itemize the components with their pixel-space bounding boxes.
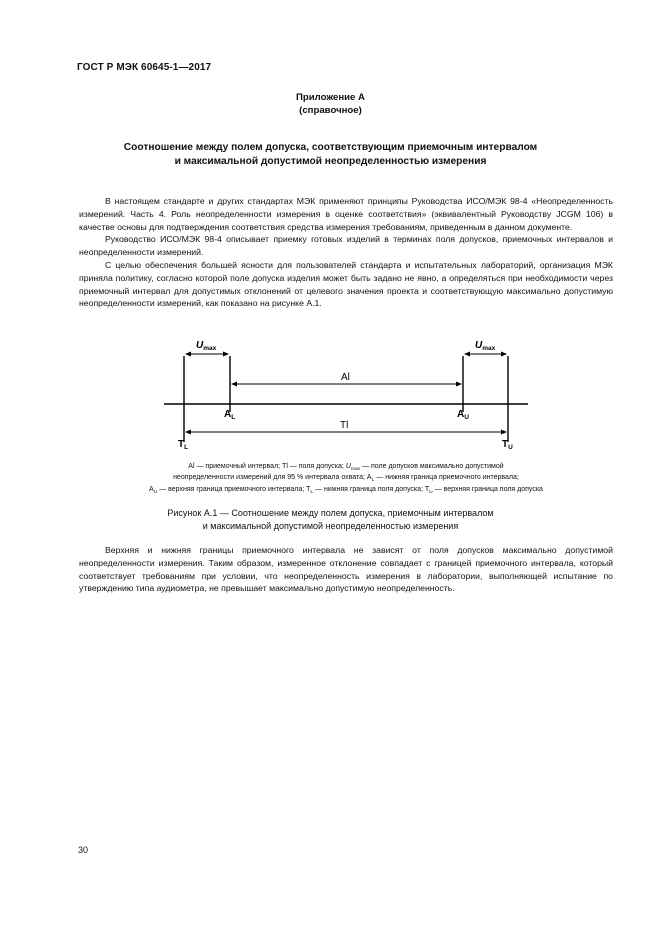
a-u-label: $A_U$ xyxy=(457,409,469,421)
arrowhead xyxy=(185,352,191,357)
ti-label: Tl xyxy=(340,420,349,431)
umax-left-label: $U_{max}$ xyxy=(196,340,217,352)
figure-legend xyxy=(79,461,613,495)
al-label: Al xyxy=(341,372,350,383)
arrowhead xyxy=(501,430,507,435)
figure-caption xyxy=(0,507,661,533)
section-heading-line-2: и максимальной допустимой неопределенностью измерения xyxy=(174,156,487,167)
intro-text xyxy=(79,195,613,310)
legend-line-2: неопределенности измерений для 95 % интервала охвата; $A_L$ — нижняя граница приемочного интервала; xyxy=(173,474,519,484)
legend-line-1: Al — приемочный интервал; Tl — поля допуска; $U_{max}$ — поле допусков максимально допустимой xyxy=(188,463,504,472)
annex-title: Приложение А xyxy=(296,92,365,103)
figure-caption-line-2: и максимальной допустимой неопределенностью измерения xyxy=(202,521,459,531)
a-l-label: $A_L$ xyxy=(224,409,236,421)
section-heading xyxy=(0,141,661,169)
annex-subtitle: (справочное) xyxy=(299,105,362,116)
arrowhead xyxy=(501,352,507,357)
paragraph-2: Руководство ИСО/МЭК 98-4 описывает приемку готовых изделий в терминах поля допусков, приемочных интервалов и неопределенности измерений. xyxy=(79,234,613,258)
closing-paragraph: Верхняя и нижняя границы приемочного интервала не зависят от поля допусков максимально допустимой неопределенности измерения. Таким образом, измеренное отклонение совпадает с границей приемочного интервала, который соответствует требованиям при условии, что неопределенность измерения в лаборатории, выполняющей испытание по утверждению типа аудиометра, не превышает максимально допустимую неопределенность. xyxy=(79,545,613,594)
umax-right-label: $U_{max}$ xyxy=(475,340,496,352)
section-heading-line-1: Соотношение между полем допуска, соответствующим приемочным интервалом xyxy=(123,142,538,153)
t-l-label: $T_L$ xyxy=(178,439,189,451)
page-number: 30 xyxy=(78,845,89,855)
t-u-label: $T_U$ xyxy=(502,439,513,451)
annex-title-block xyxy=(0,91,661,117)
arrowhead xyxy=(223,352,229,357)
paragraph-1: В настоящем стандарте и других стандартах МЭК применяют принципы Руководства ИСО/МЭК 98-4 «Неопределенность измерений. Часть 4. Роль неопределенности измерения в оценке соответствия» (эквивалентный Руководству JCGM 106) в качестве основы для подтверждения соответствия средства измерения требованиям, приведенным в данном документе. xyxy=(79,196,613,232)
arrowhead xyxy=(231,382,237,387)
paragraph-3: С целью обеспечения большей ясности для пользователей стандарта и испытательных лабораторий, организация МЭК приняла политику, согласно которой поле допуска изделия может быть задано не явно, а определяться при необходимости через приемочный интервал для допустимых отклонений от целевого значения проекта и соответствующую максимально допустимую неопределенности измерений, как показано на рисунке А.1. xyxy=(79,259,613,309)
legend-line-3: $A_U$ — верхняя граница приемочного интервала; $T_L$ — нижняя граница поля допуска; $T_U$ — верхняя граница поля допуска xyxy=(149,485,543,495)
closing-text xyxy=(79,544,613,595)
arrowhead xyxy=(185,430,191,435)
arrowhead xyxy=(464,352,470,357)
figure-caption-line-1: Рисунок А.1 — Соотношение между полем допуска, приемочным интервалом xyxy=(167,508,494,518)
tolerance-diagram xyxy=(0,330,661,460)
arrowhead xyxy=(456,382,462,387)
document-header: ГОСТ Р МЭК 60645-1—2017 xyxy=(77,62,212,73)
